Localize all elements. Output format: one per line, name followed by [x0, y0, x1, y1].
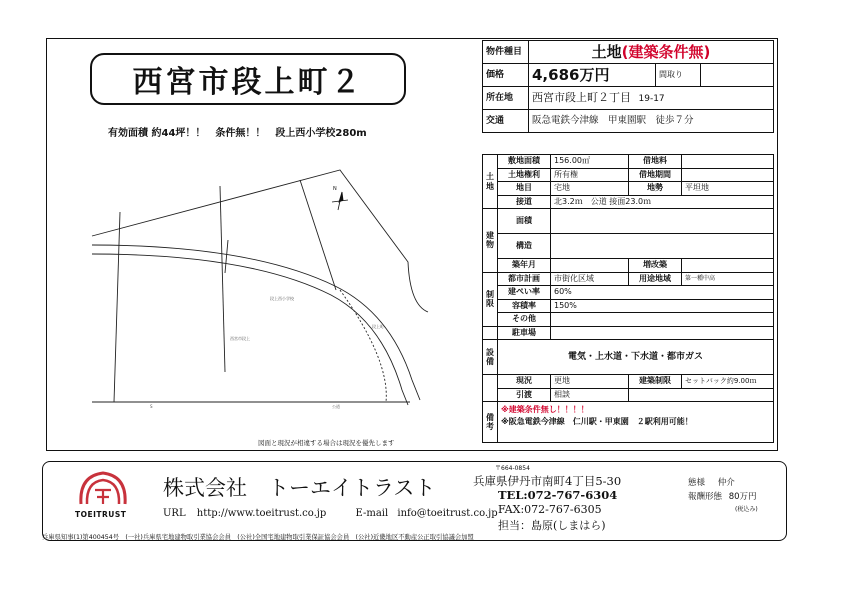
structure-label: 構造 [498, 234, 551, 259]
restriction-value: セットバック約9.00ｍ [682, 375, 774, 389]
site-area-label: 敷地面積 [498, 155, 551, 169]
lease-period-label: 借地期間 [629, 168, 682, 182]
zoning-value: 第一種中高 [682, 272, 774, 286]
map-label: S [150, 404, 153, 409]
other-label: その他 [498, 313, 551, 327]
site-area-value: 156.00㎡ [551, 155, 629, 169]
price-label: 価格 [483, 64, 529, 87]
email-label: E-mail [355, 508, 389, 519]
transaction-value: 仲介 [717, 478, 735, 488]
location-label: 所在地 [483, 87, 529, 110]
transaction-label: 態様 [688, 478, 706, 488]
far-label: 容積率 [498, 299, 551, 313]
building-section-label: 建物 [483, 209, 498, 273]
parcel-line [114, 212, 120, 402]
type-label: 物件種目 [483, 41, 529, 64]
parcel-line [340, 290, 386, 402]
fee-value: 80万円 [728, 492, 757, 502]
built-label: 築年月 [498, 259, 551, 273]
terrain-label: 地勢 [629, 182, 682, 196]
coverage-value: 60% [551, 286, 774, 300]
fee-label: 報酬形態 [688, 492, 723, 502]
boundary-line [92, 170, 428, 312]
handover-label: 引渡 [498, 388, 551, 402]
location-number: 19-17 [638, 94, 665, 104]
terrain-value: 平坦地 [682, 182, 774, 196]
company-tel: TEL:072-767-6304 [498, 488, 618, 502]
land-section-label: 土地 [483, 155, 498, 209]
map-label: 西宮市段上 [230, 336, 250, 341]
license-info: 兵庫県知事(1)第400454号 (一社)兵庫県宅地建物取引業協会会員 (公社)全国宅地建物取引業保証協会会員 (公社)近畿地区不動産公正取引協議会加盟 [42, 534, 474, 541]
company-email[interactable]: info@toeitrust.co.jp [397, 508, 498, 519]
category-label: 地目 [498, 182, 551, 196]
site-plan-map [90, 150, 475, 440]
parking-label: 駐車場 [498, 326, 551, 340]
restriction-label: 建築制限 [629, 375, 682, 389]
lease-fee-label: 借地料 [629, 155, 682, 169]
remark-2: ※阪急電鉄今津線 仁川駅・甲東園 ２駅利用可能！ [501, 417, 693, 426]
price-value: 4,686万円 [532, 65, 610, 84]
remarks-section-label: 備考 [483, 402, 498, 443]
map-label: 公道 [332, 404, 340, 409]
map-label: 段上西小学校 [270, 296, 294, 301]
category-value: 宅地 [551, 182, 629, 196]
limit-section-label: 制限 [483, 272, 498, 326]
company-footer [42, 461, 787, 541]
map-note: 図面と現況が相違する場合は現況を優先します [258, 439, 395, 447]
coverage-label: 建ぺい率 [498, 286, 551, 300]
location-value: 西宮市段上町２丁目 [532, 91, 631, 104]
transport-value: 阪急電鉄今津線 甲東園駅 徒歩７分 [529, 110, 774, 133]
parcel-line [225, 240, 228, 273]
property-summary-table [482, 40, 774, 133]
url-label: URL [163, 508, 186, 519]
far-value: 150% [551, 299, 774, 313]
company-address: 兵庫県伊丹市南町4丁目5-30 [473, 474, 622, 488]
road-value: 北3.2ｍ 公道 接面23.0ｍ [551, 195, 774, 209]
road-edge-inner [92, 254, 408, 405]
renovation-label: 増改築 [629, 259, 682, 273]
road-label: 接道 [498, 195, 551, 209]
city-plan-label: 都市計画 [498, 272, 551, 286]
road-edge-outer [92, 245, 420, 400]
city-plan-value: 市街化区域 [551, 272, 629, 286]
facility-section-label: 設備 [483, 340, 498, 375]
land-right-label: 土地権利 [498, 168, 551, 182]
handover-value: 相談 [551, 388, 629, 402]
logo-text: TOEITRUST [75, 510, 127, 519]
company-name: 株式会社 トーエイトラスト [163, 476, 436, 500]
type-condition: (建築条件無) [621, 42, 711, 61]
parcel-line [220, 186, 225, 372]
company-url[interactable]: http://www.toeitrust.co.jp [196, 508, 327, 519]
contact-person: 担当：島原(しまはら) [498, 519, 606, 532]
company-fax: FAX:072-767-6305 [498, 503, 602, 516]
map-label: 段上町 [372, 324, 384, 329]
company-logo-icon [77, 470, 129, 506]
postal-code: 〒664-0854 [495, 465, 530, 472]
transport-label: 交通 [483, 110, 529, 133]
headline: 有効面積 約44坪！！ 条件無！！ 段上西小学校280m [108, 128, 367, 139]
type-value: 土地 [591, 42, 622, 61]
layout-label: 間取り [656, 64, 701, 87]
svg-text:N: N [333, 186, 337, 192]
remark-1: ※建築条件無し！！！！ [501, 405, 589, 414]
page-title: 西宮市段上町２ [90, 53, 406, 105]
fee-note: (税込み) [735, 506, 758, 513]
zoning-label: 用途地域 [629, 272, 682, 286]
floor-area-label: 面積 [498, 209, 551, 234]
layout-value [701, 64, 774, 87]
facility-value: 電気・上水道・下水道・都市ガス [498, 340, 774, 375]
north-arrow-icon [332, 186, 348, 210]
property-details-table [482, 154, 774, 443]
status-value: 更地 [551, 375, 629, 389]
land-right-value: 所有権 [551, 168, 629, 182]
status-label: 現況 [498, 375, 551, 389]
